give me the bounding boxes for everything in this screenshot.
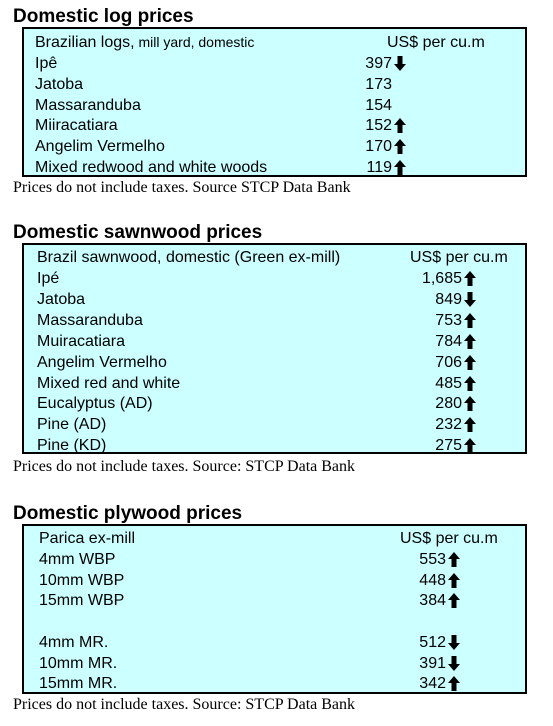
log-header-sub: mill yard, domestic [134, 34, 255, 50]
arrow-up-icon [464, 355, 476, 370]
sawnwood-prices-note: Prices do not include taxes. Source: STCP Data Bank [13, 458, 356, 475]
plywood-prices-title: Domestic plywood prices [13, 503, 243, 524]
sawnwood-prices-header-label: Brazil sawnwood, domestic (Green ex-mill) [37, 249, 341, 266]
row-price-value: 170 [365, 138, 392, 156]
table-row [24, 289, 525, 310]
row-price-value: 784 [435, 332, 462, 350]
row-price-value: 384 [419, 592, 446, 610]
log-prices-header-row [24, 32, 525, 53]
row-species-name: 15mm WBP [39, 592, 125, 610]
arrow-up-icon [464, 334, 476, 349]
table-row [24, 373, 525, 394]
row-species-name: Mixed red and white [37, 374, 181, 392]
arrow-up-icon [464, 313, 476, 328]
arrow-up-icon [464, 396, 476, 411]
arrow-up-icon [448, 552, 460, 567]
arrow-up-icon [448, 676, 460, 691]
table-row [24, 53, 525, 74]
sawnwood-prices-header-row [24, 247, 525, 268]
arrow-up-icon [464, 271, 476, 286]
row-price-value: 1,685 [421, 270, 462, 287]
row-price-value: 154 [365, 96, 392, 114]
row-price-value: 173 [365, 75, 392, 93]
row-price-value: 397 [365, 55, 392, 72]
row-species-name: Miiracatiara [35, 117, 118, 135]
row-species-name: Eucalyptus (AD) [37, 395, 153, 413]
table-row [24, 435, 525, 456]
row-price-value: 342 [419, 675, 446, 693]
row-species-name: Ipé [37, 270, 60, 287]
row-species-name: 4mm WBP [39, 551, 116, 568]
row-price-value: 553 [419, 551, 446, 568]
row-species-name: Massaranduba [35, 96, 141, 114]
arrow-up-icon [394, 139, 406, 154]
row-price-value: 706 [435, 353, 462, 371]
log-prices-table [22, 27, 527, 177]
arrow-down-icon [464, 292, 476, 307]
row-price-value: 512 [419, 633, 446, 651]
arrow-down-icon [394, 56, 406, 71]
row-price-value: 280 [435, 395, 462, 413]
table-row [24, 268, 525, 289]
table-row [24, 570, 525, 591]
log-prices-note: Prices do not include taxes. Source STCP Data Bank [13, 179, 351, 196]
row-species-name: 10mm MR. [39, 654, 118, 672]
arrow-up-icon [394, 118, 406, 133]
plywood-prices-header-label: Parica ex-mill [39, 530, 136, 547]
row-species-name: 15mm MR. [39, 675, 118, 693]
table-row [24, 136, 525, 157]
row-species-name: Mixed redwood and white woods [35, 159, 268, 176]
row-species-name: Muiracatiara [37, 332, 126, 350]
row-price-value: 275 [435, 437, 462, 455]
row-price-value: 448 [419, 571, 446, 589]
row-species-name: 10mm WBP [39, 571, 125, 589]
table-row [24, 310, 525, 331]
sawnwood-prices-table [22, 243, 527, 454]
row-species-name: 4mm MR. [39, 633, 109, 651]
table-row [24, 653, 525, 674]
row-price-value: 485 [435, 374, 462, 392]
arrow-up-icon [464, 438, 476, 453]
log-prices-header-label [35, 32, 254, 53]
row-species-name: Angelim Vermelho [35, 138, 165, 156]
row-price-value: 152 [365, 117, 392, 135]
row-species-name: Angelim Vermelho [37, 353, 167, 371]
arrow-up-icon [394, 160, 406, 175]
plywood-prices-unit: US$ per cu.m [400, 530, 498, 547]
arrow-up-icon [464, 417, 476, 432]
table-row [24, 74, 525, 95]
log-header-main: Brazilian logs, [35, 34, 135, 51]
row-species-name: Pine (KD) [37, 437, 107, 455]
table-row [24, 611, 525, 632]
row-price-value: 753 [435, 311, 462, 329]
arrow-up-icon [464, 376, 476, 391]
table-row [24, 549, 525, 570]
table-row [24, 673, 525, 694]
row-species-name: Massaranduba [37, 311, 143, 329]
row-species-name: Ipê [35, 55, 58, 72]
table-row [24, 157, 525, 178]
table-row [24, 95, 525, 116]
arrow-up-icon [448, 593, 460, 608]
row-price-value: 391 [419, 654, 446, 672]
table-row [24, 352, 525, 373]
table-row [24, 414, 525, 435]
log-prices-unit: US$ per cu.m [387, 34, 485, 51]
plywood-prices-note: Prices do not include taxes. Source: STCP Data Bank [13, 696, 356, 713]
arrow-up-icon [448, 573, 460, 588]
table-row [24, 331, 525, 352]
sawnwood-prices-unit: US$ per cu.m [410, 249, 508, 266]
row-species-name: Jatoba [35, 75, 84, 93]
table-row [24, 632, 525, 653]
row-species-name: Jatoba [37, 290, 86, 308]
log-prices-title: Domestic log prices [13, 6, 194, 27]
row-price-value: 232 [435, 416, 462, 434]
row-price-value: 849 [435, 290, 462, 308]
table-row [24, 393, 525, 414]
row-species-name: Pine (AD) [37, 416, 107, 434]
plywood-prices-table [22, 524, 527, 694]
table-row [24, 115, 525, 136]
plywood-prices-header-row [24, 528, 525, 549]
arrow-down-icon [448, 635, 460, 650]
arrow-down-icon [448, 656, 460, 671]
sawnwood-prices-title: Domestic sawnwood prices [13, 222, 263, 243]
row-price-value: 119 [366, 159, 392, 176]
table-row [24, 590, 525, 611]
